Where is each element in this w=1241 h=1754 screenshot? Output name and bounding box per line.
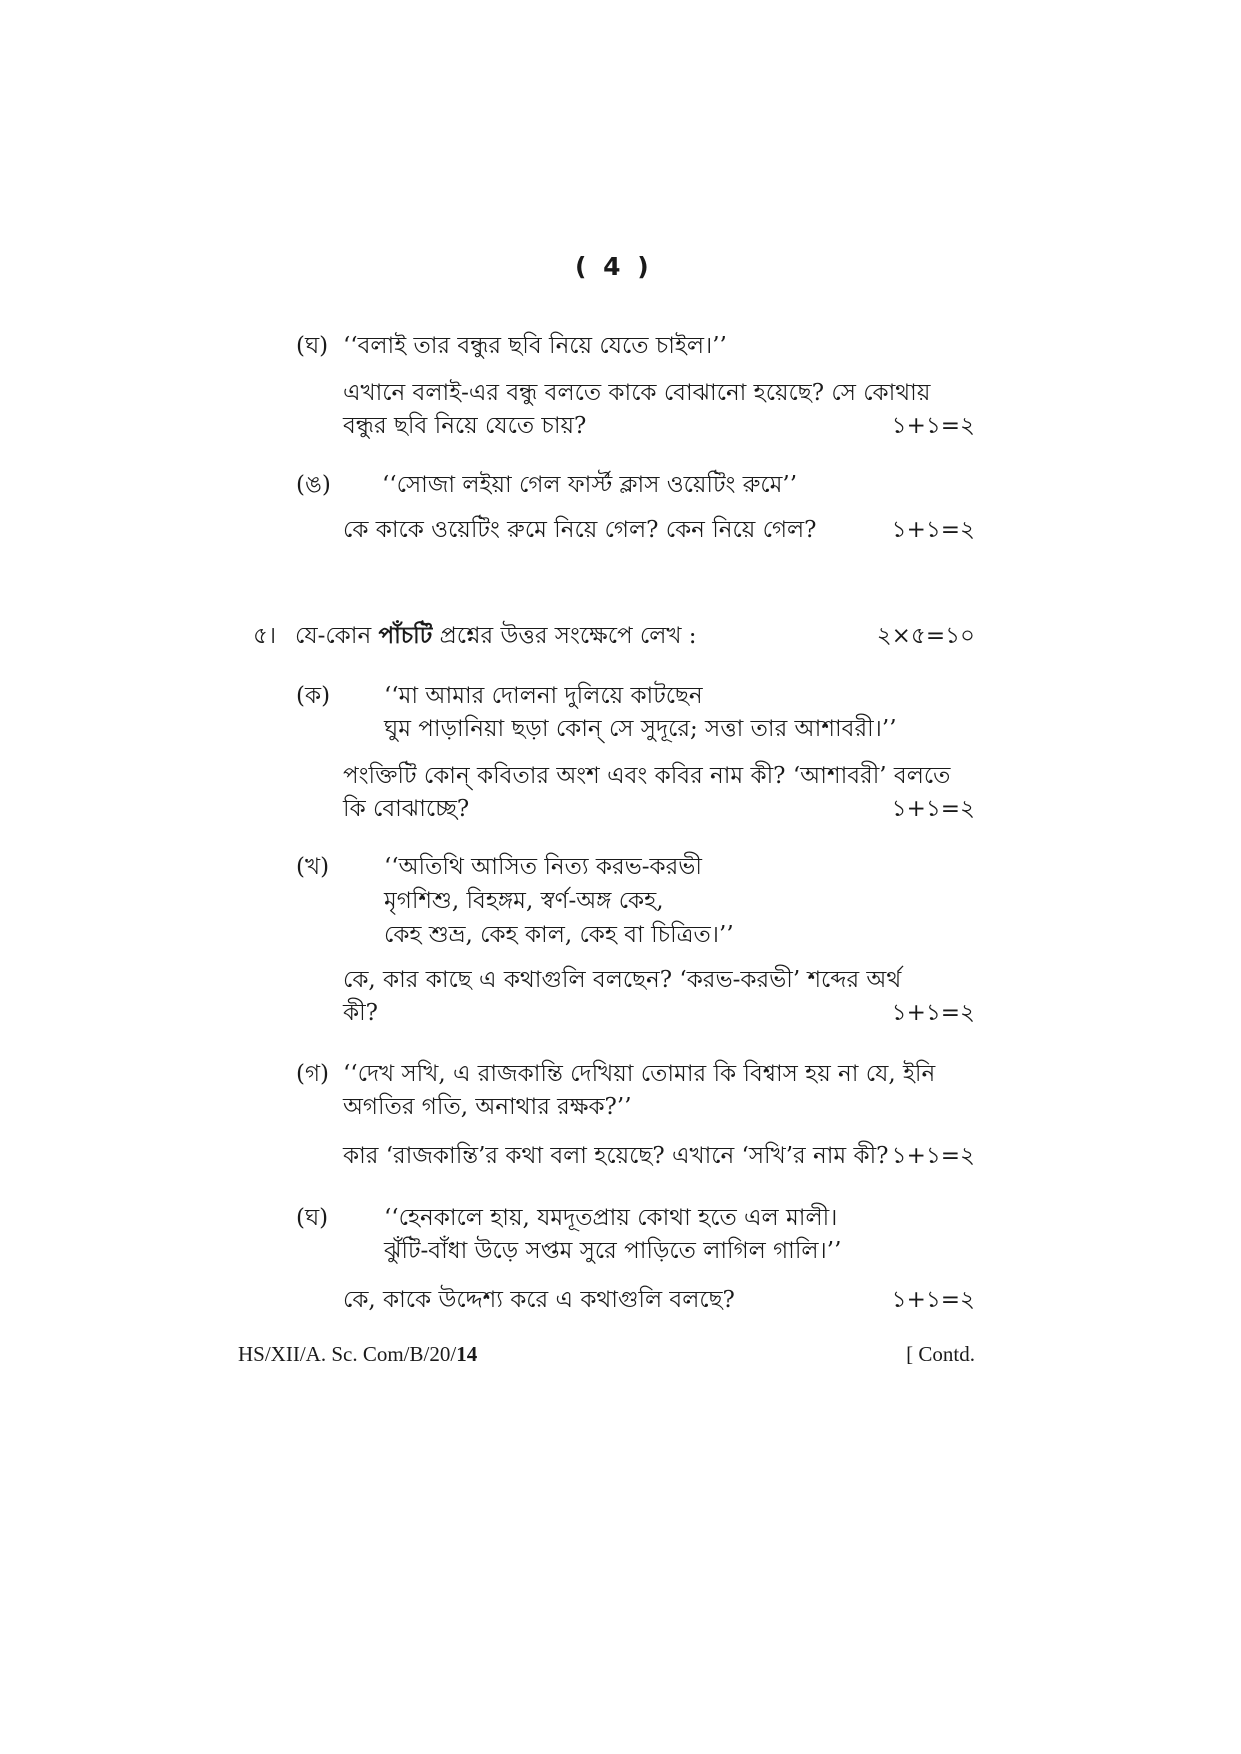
q4-gha-label: (ঘ) [296,333,329,359]
q5-ka-quote-line2: ঘুম পাড়ানিয়া ছড়া কোন্ সে সুদূরে; সত্তা তার আশাবরী।’’ [384,716,897,742]
q5-ga-label: (গ) [296,1061,330,1087]
q5-ka-question-line2: কি বোঝাচ্ছে? [343,796,470,822]
q5-ka-quote-line1: ‘‘মা আমার দোলনা দুলিয়ে কাটছেন [384,683,703,709]
q5-kha-marks: ১+১=২ [891,1000,975,1026]
q5-kha-quote-line1: ‘‘অতিথি আসিত নিত্য করভ-করভী [384,854,702,880]
q5-ka-marks: ১+১=২ [891,796,975,822]
q5-gha-label: (ঘ) [296,1205,329,1231]
q4-gha-quote: ‘‘বলাই তার বন্ধুর ছবি নিয়ে যেতে চাইল।’’ [343,333,727,359]
footer-paper-code-bold: 14 [456,1342,478,1366]
q4-uma-question: কে কাকে ওয়েটিং রুমে নিয়ে গেল? কেন নিয়ে গেল? [343,517,817,543]
q5-instruction-emphasis: পাঁচটি [378,622,433,649]
q5-gha-question: কে, কাকে উদ্দেশ্য করে এ কথাগুলি বলছে? [343,1287,735,1313]
q5-ga-quote-line2: অগতির গতি, অনাথার রক্ষক?’’ [343,1094,632,1120]
q5-kha-question-line2: কী? [343,1000,379,1026]
page-number: ( 4 ) [575,252,653,281]
q5-ga-question: কার ‘রাজকান্তি’র কথা বলা হয়েছে? এখানে ‘সখি’র নাম কী? [343,1143,889,1169]
q5-kha-question-line1: কে, কার কাছে এ কথাগুলি বলছেন? ‘করভ-করভী’ শব্দের অর্থ [343,967,902,993]
q5-gha-marks: ১+১=২ [891,1287,975,1313]
q5-instruction: যে-কোন পাঁচটি প্রশ্নের উত্তর সংক্ষেপে লেখ : [295,622,697,649]
q5-number: ৫। [253,623,277,649]
q4-uma-quote: ‘‘সোজা লইয়া গেল ফার্স্ট ক্লাস ওয়েটিং রুমে’’ [382,472,798,498]
q5-marks: ২×৫=১০ [876,623,975,649]
q4-gha-question-line2: বন্ধুর ছবি নিয়ে যেতে চায়? [343,413,587,439]
footer-contd: [ Contd. [906,1342,975,1366]
q4-uma-marks: ১+১=২ [891,517,975,543]
q4-gha-marks: ১+১=২ [891,413,975,439]
q5-gha-quote-line1: ‘‘হেনকালে হায়, যমদূতপ্রায় কোথা হতে এল মালী। [384,1205,838,1231]
q5-ga-marks: ১+১=২ [891,1143,975,1169]
q5-kha-label: (খ) [296,854,330,880]
q4-uma-label: (ঙ) [296,472,331,498]
q5-ka-label: (ক) [296,683,331,709]
q5-kha-quote-line3: কেহ শুভ্র, কেহ কাল, কেহ বা চিত্রিত।’’ [384,922,734,948]
q5-gha-quote-line2: ঝুঁটি-বাঁধা উড়ে সপ্তম সুরে পাড়িতে লাগিল গালি।’’ [384,1238,842,1264]
q5-ka-question-line1: পংক্তিটি কোন্ কবিতার অংশ এবং কবির নাম কী? ‘আশাবরী’ বলতে [343,763,951,789]
q4-gha-question-line1: এখানে বলাই-এর বন্ধু বলতে কাকে বোঝানো হয়েছে? সে কোথায় [343,380,931,406]
q5-kha-quote-line2: মৃগশিশু, বিহঙ্গম, স্বর্ণ-অঙ্গ কেহ, [384,888,664,914]
q5-ga-quote-line1: ‘‘দেখ সখি, এ রাজকান্তি দেখিয়া তোমার কি বিশ্বাস হয় না যে, ইনি [343,1061,936,1087]
footer-paper-code: HS/XII/A. Sc. Com/B/20/14 [238,1342,478,1366]
